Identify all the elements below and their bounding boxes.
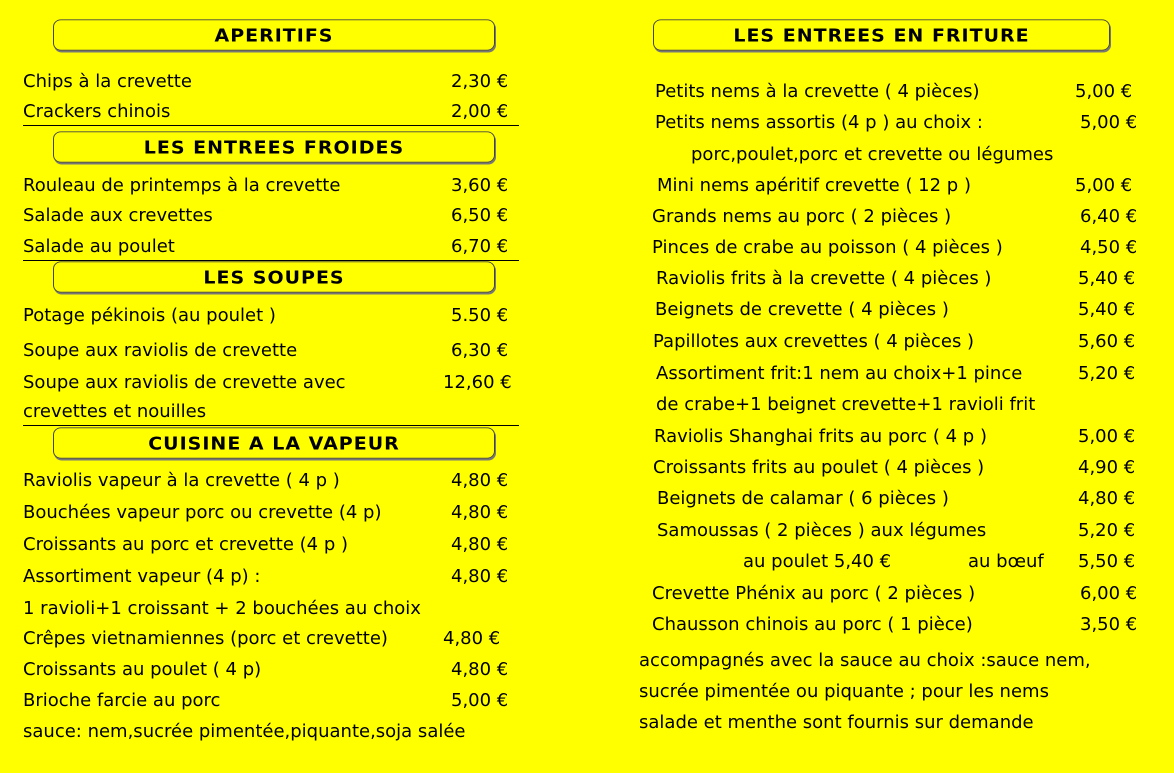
section-header-entrees-froides: LES ENTREES FROIDES	[53, 131, 495, 162]
menu-item: Crackers chinois 2,00 €	[23, 99, 519, 123]
section-header-vapeur: CUISINE A LA VAPEUR	[53, 427, 495, 458]
section-header-aperitifs: APERITIFS	[53, 19, 495, 50]
section-header-soupes: LES SOUPES	[53, 261, 495, 292]
section-header-friture: LES ENTREES EN FRITURE	[653, 19, 1110, 50]
